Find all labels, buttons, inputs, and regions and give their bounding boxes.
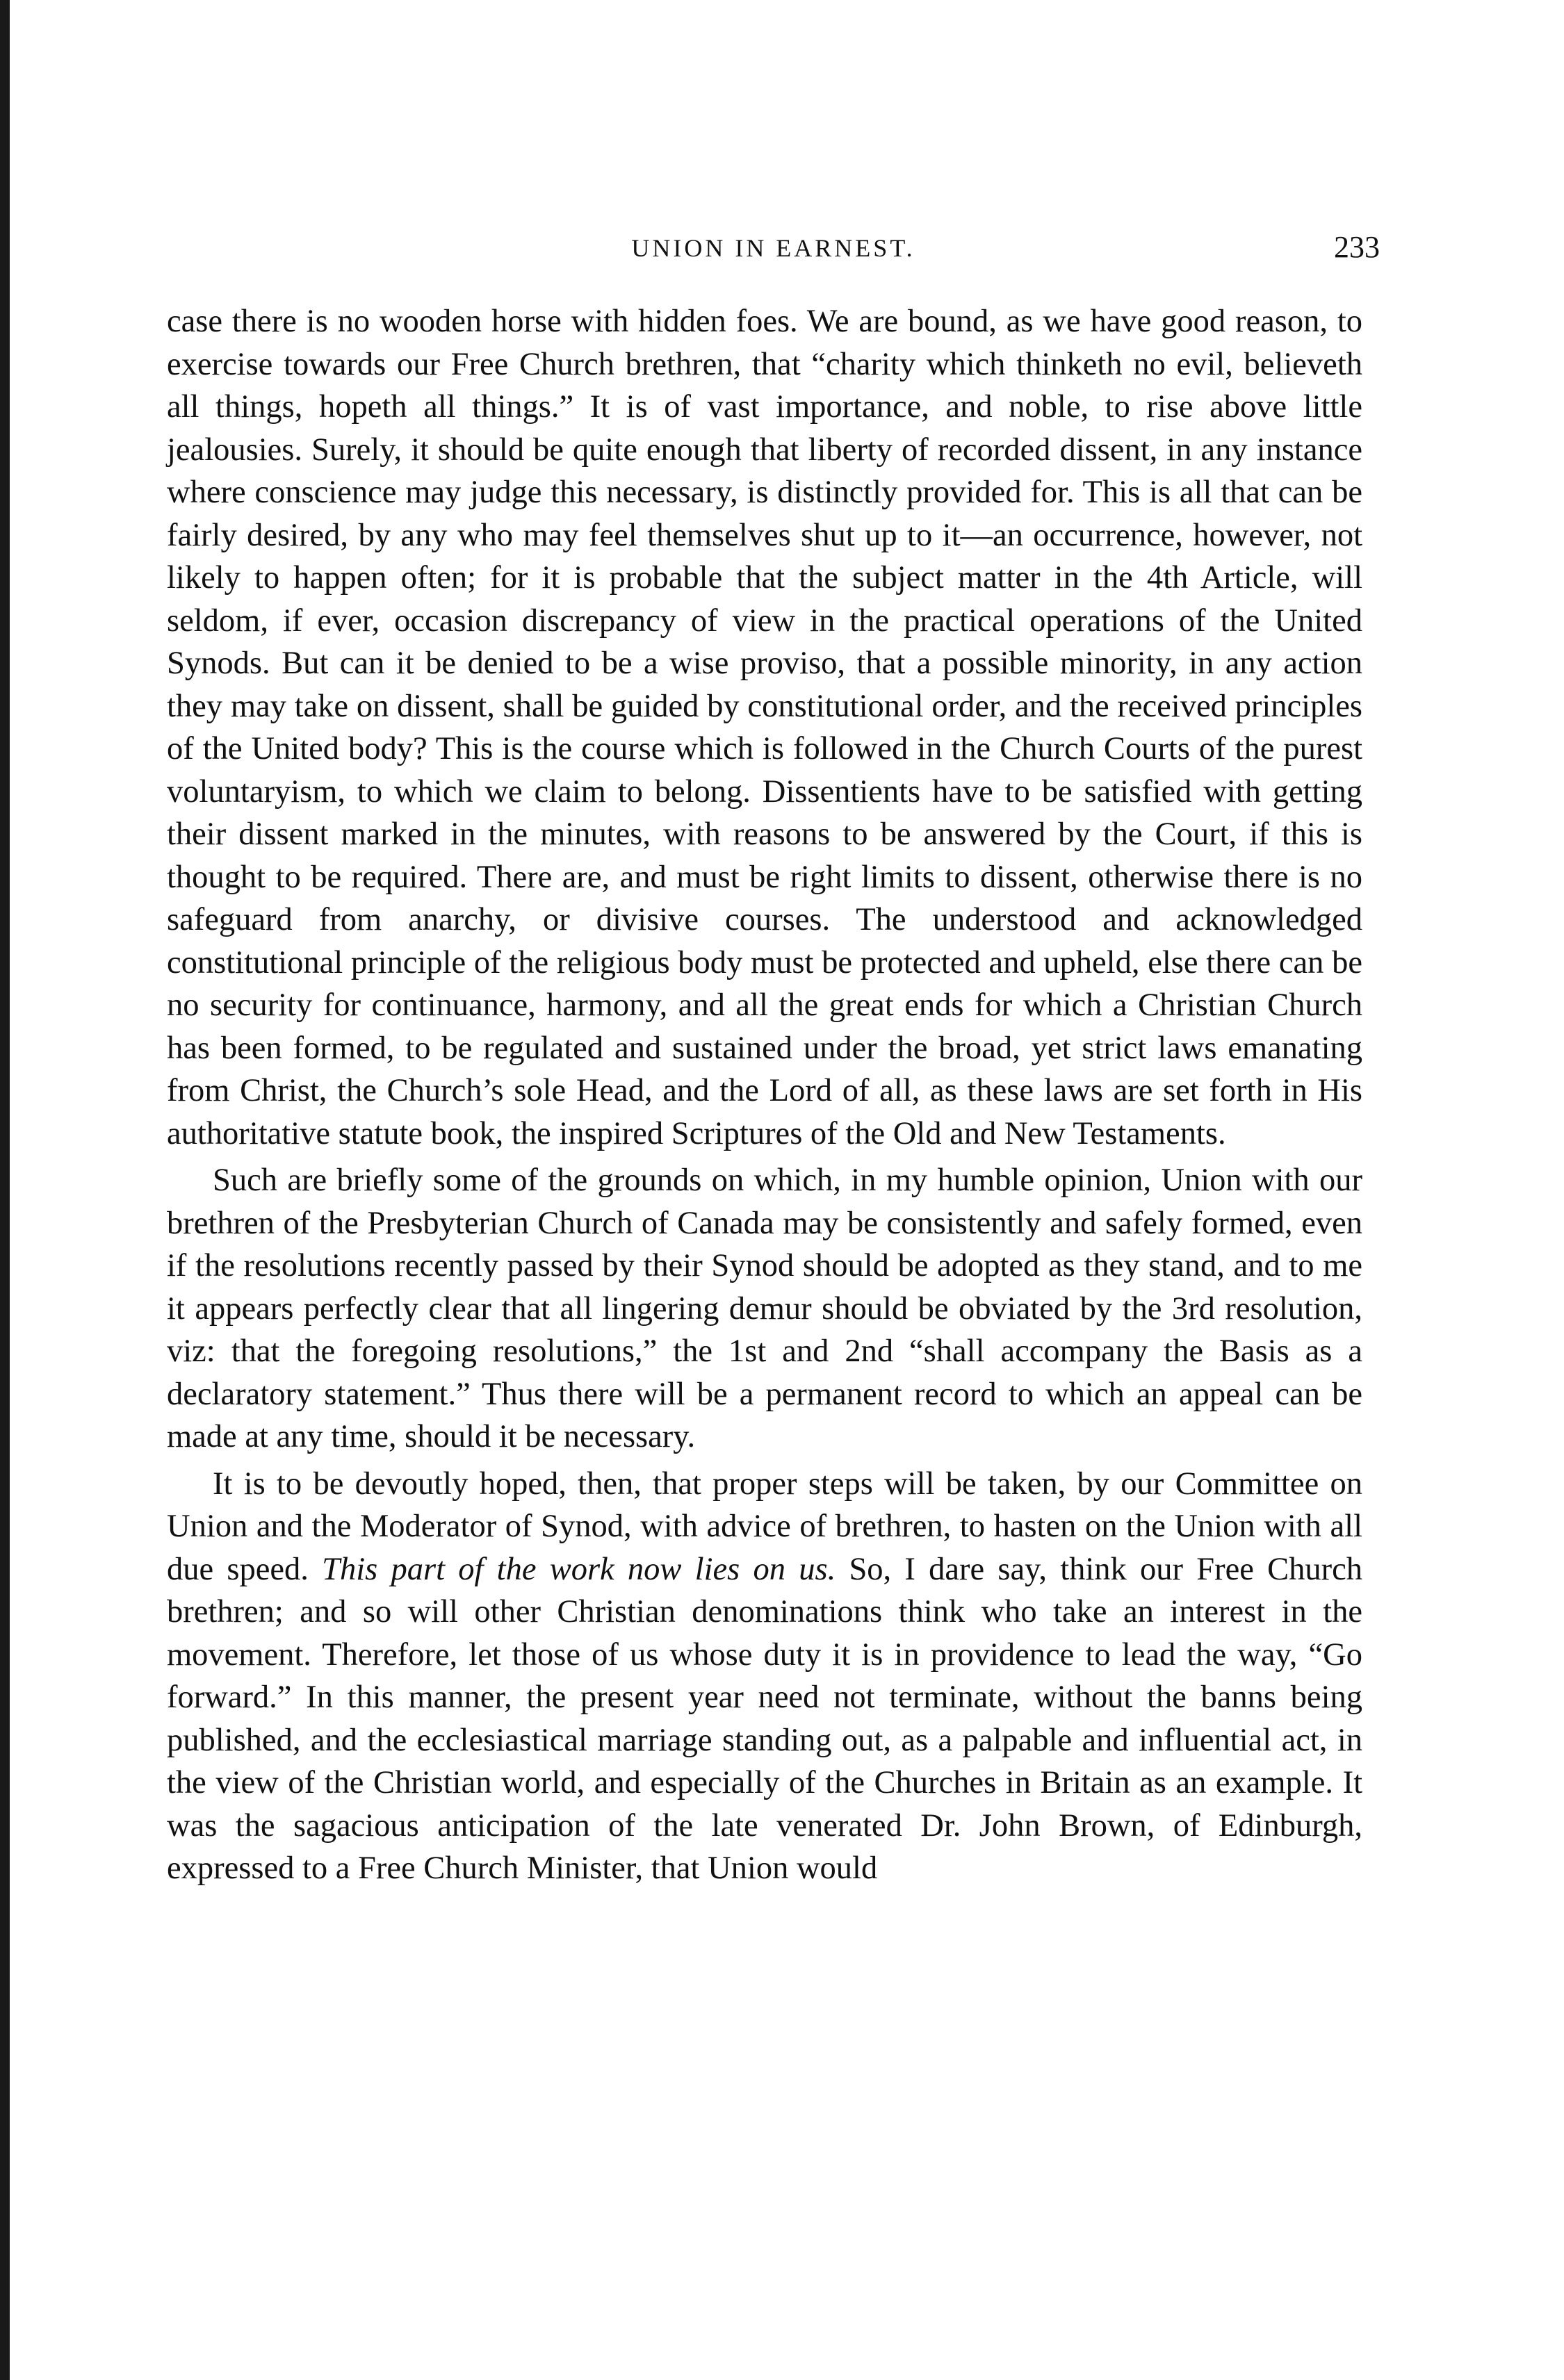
paragraph-2: Such are briefly some of the grounds on which, in my humble opinion, Union with our brethren of the Presbyterian Church of Canada may be consistently and safely formed, even if the resolutions recently passed by their Synod should be adopted as they stand, and to me it appears perfectly clear that all lingering demur should be obviated by the 3rd resolution, viz: that the foregoing resolutions,” the 1st and 2nd “shall accompany the Basis as a declaratory statement.” Thus there will be a permanent record to which an appeal can be made at any time, should it be necessary.: [167, 1163, 1362, 1454]
paragraph-3: [167, 1463, 1362, 1890]
page-binding-edge: [0, 0, 10, 2380]
page-number: 233: [1334, 230, 1380, 264]
paragraph-3-text-b: So, I dare say, think our Free Church brethren; and so will other Christian denominations think who take an interest in the movement. Therefore, let those of us whose duty it is in providence to lead the way, “Go forward.” In this manner, the present year need not terminate, without the banns being published, and the ecclesiastical marriage standing out, as a palpable and influential act, in the view of the Christian world, and especially of the Churches in Britain as an example. It was the sagacious anticipation of the late venerated Dr. John Brown, of Edinburgh, expressed to a Free Church Minister, that Union would: [167, 1551, 1363, 1886]
page-header: [167, 229, 1380, 271]
body-text: [167, 300, 1362, 1890]
paragraph-1: case there is no wooden horse with hidden foes. We are bound, as we have good reason, to exercise towards our Free Church brethren, that “charity which thinketh no evil, believeth all things, hopeth all things.” It is of vast importance, and noble, to rise above little jealousies. Surely, it should be quite enough that liberty of recorded dissent, in any instance where conscience may judge this necessary, is distinctly provided for. This is all that can be fairly desired, by any who may feel themselves shut up to it—an occurrence, however, not likely to happen often; for it is probable that the subject matter in the 4th Article, will seldom, if ever, occasion discrepancy of view in the practical operations of the United Synods. But can it be denied to be a wise proviso, that a possible minority, in any action they may take on dissent, shall be guided by constitutional order, and the received principles of the United body? This is the course which is followed in the Church Courts of the purest voluntaryism, to which we claim to belong. Dissentients have to be satisfied with getting their dissent marked in the minutes, with reasons to be answered by the Court, if this is thought to be required. There are, and must be right limits to dissent, otherwise there is no safeguard from anarchy, or divisive courses. The understood and acknowledged constitutional principle of the religious body must be protected and upheld, else there can be no security for continuance, harmony, and all the great ends for which a Christian Church has been formed, to be regulated and sustained under the broad, yet strict laws emanating from Christ, the Church’s sole Head, and the Lord of all, as these laws are set forth in His authoritative statute book, the inspired Scriptures of the Old and New Testaments.: [167, 304, 1362, 1151]
paragraph-3-italic: This part of the work now lies on us.: [322, 1551, 836, 1587]
paragraph-3-text-a: It is to be devoutly hoped, then, that proper steps will be taken, by our Committee on Union and the Moderator of Synod, with advice of brethren, to hasten on the Union with all due speed.: [167, 1466, 1362, 1587]
running-head: UNION IN EARNEST.: [631, 234, 915, 262]
